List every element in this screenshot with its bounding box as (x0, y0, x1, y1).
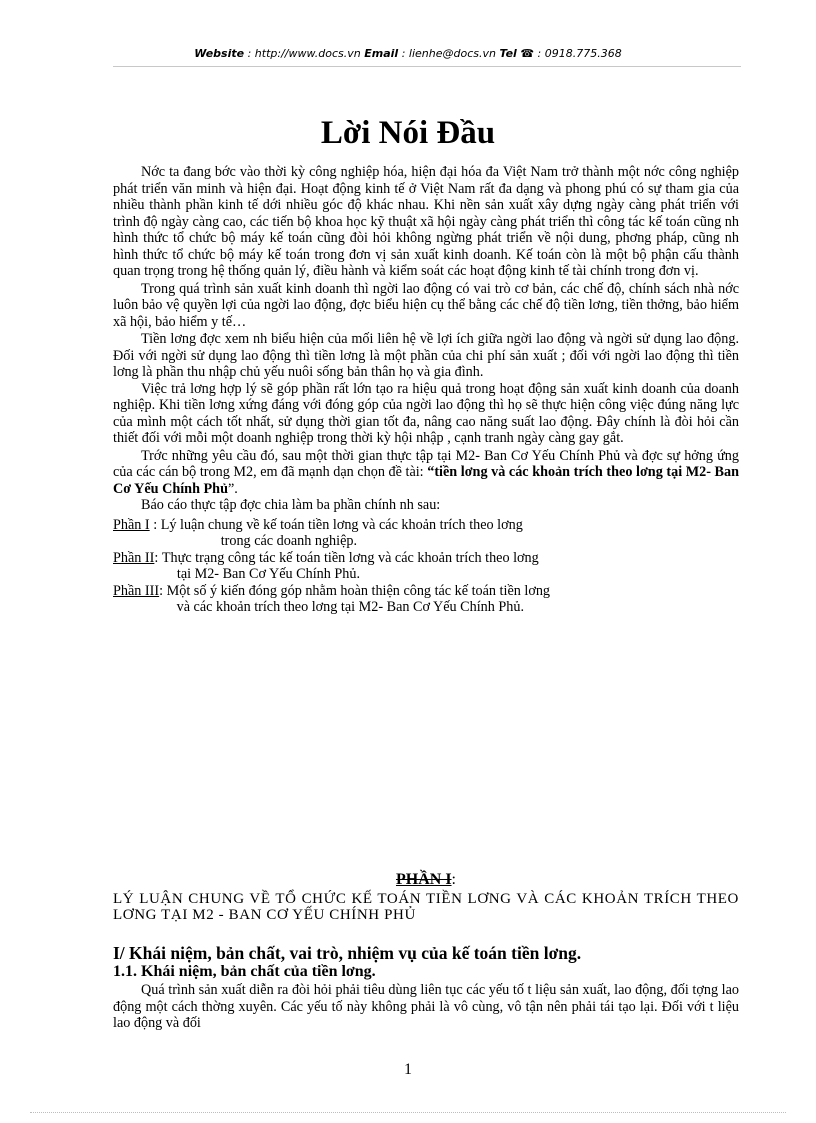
part-text (167, 583, 739, 616)
list-item (113, 517, 739, 550)
section-body (113, 982, 739, 1032)
section-subtitle: LÝ LUẬN CHUNG VỀ TỔ CHỨC KẾ TOÁN TIỀN LƠNG VÀ CÁC KHOẢN TRÍCH THEO LƠNG TẠI M2 - BAN CƠ YẾU CHÍNH PHỦ (113, 891, 739, 923)
topic-title: “tiền lơng và các khoản trích theo lơng tại M2- Ban Cơ Yếu Chính Phủ (113, 464, 739, 497)
page-number: 1 (404, 1061, 412, 1078)
list-item (113, 583, 739, 616)
email-label: Email (364, 47, 399, 60)
section-heading (113, 871, 739, 923)
footer-divider (30, 1112, 786, 1113)
parts-list (113, 517, 739, 616)
part-sep: : (159, 582, 167, 599)
phone-icon: ☎ (520, 47, 535, 60)
part-line1: Lý luận chung về kế toán tiền lơng và các khoản trích theo lơng (160, 516, 523, 533)
paragraph: Việc trả lơng hợp lý sẽ góp phần rất lớn tạo ra hiệu quả trong hoạt động sản xuất kinh doanh của doanh nghiệp. Khi tiền lơng xứng đáng với đóng góp của ngời lao động thì họ sẽ thực hiện công việc đúng năng lực của mình một cách tốt nhất, sử dụng thời gian tốt đa, nâng cao năng suất lao động. Đây chính là đòi hỏi cần thiết đối với mỗi một doanh nghiệp trong thời kỳ hội nhập , cạnh tranh ngày càng gay gắt. (113, 380, 739, 446)
part-text (161, 517, 739, 550)
part-line1: Thực trạng công tác kế toán tiền lơng và các khoản trích theo lơng (161, 549, 539, 566)
page-header (0, 47, 816, 60)
email-value: : lienhe@docs.vn (401, 47, 496, 60)
part-sep: : (149, 516, 161, 533)
part-line2: và các khoản trích theo lơng tại M2- Ban Cơ Yếu Chính Phủ. (176, 599, 525, 615)
part-label: Phần III (113, 582, 160, 599)
section-label: PHẦN I (395, 871, 452, 888)
topic-paragraph (113, 448, 739, 498)
report-intro: Báo cáo thực tập đợc chia làm ba phần chính nh sau: (141, 497, 441, 513)
part-line1: Một số ý kiến đóng góp nhằm hoàn thiện công tác kế toán tiền lơng (166, 582, 551, 599)
heading-level-2: 1.1. Khái niệm, bản chất của tiền lơng. (113, 963, 376, 980)
header-divider (113, 66, 741, 67)
paragraph: Quá trình sản xuất diễn ra đòi hỏi phải tiêu dùng liên tục các yếu tố t liệu sản xuất, lao động, đối tợng lao động một cách thờng xuyên. Các yếu tố này không phải là vô cùng, vô tận nên phải tái tạo lại. Đối với t liệu lao động và đối (113, 982, 739, 1031)
website-value: : http://www.docs.vn (247, 47, 361, 60)
topic-tail: ”. (227, 480, 238, 497)
part-line2: trong các doanh nghiệp. (220, 533, 358, 549)
paragraph: Tiền lơng đợc xem nh biểu hiện của mối liên hệ về lợi ích giữa ngời lao động và ngời sử dụng lao động. Đối với ngời sử dụng lao động thì tiền lơng là một phần của chi phí sản xuất ; đối với ngời lao động thì tiền lơng là phần thu nhập chủ yếu nuôi sống bản thân họ và gia đình. (113, 331, 739, 380)
tel-label: Tel (499, 47, 517, 60)
heading-level-1: I/ Khái niệm, bản chất, vai trò, nhiệm vụ của kế toán tiền lơng. (113, 943, 582, 963)
topic-lead: Trớc những yêu cầu đó, sau một thời gian thực tập tại M2- Ban Cơ Yếu Chính Phủ và đợc sự hởng ứng của các cán bộ trong M2, em đã mạnh dạn chọn đề tài: (113, 447, 739, 480)
document-title: Lời Nói Đầu (320, 115, 496, 151)
part-sep: : (154, 549, 162, 566)
part-line2: tại M2- Ban Cơ Yếu Chính Phủ. (176, 566, 361, 582)
list-item (113, 550, 739, 583)
website-label: Website (194, 47, 245, 60)
foreword-body (113, 164, 739, 616)
part-text (162, 550, 739, 583)
part-label: Phần I (113, 516, 150, 533)
part-label: Phần II (113, 549, 155, 566)
paragraph: Nớc ta đang bớc vào thời kỳ công nghiệp hóa, hiện đại hóa đa Việt Nam trở thành một nớc công nghiệp phát triển văn minh và hiện đại. Hoạt động kinh tế ở Việt Nam rất đa dạng và phong phú có sự tham gia của nhiều thành phần kinh tế dới nhiều góc độ khác nhau. Khi nền sản xuất xây dựng ngày càng phát triển với trình độ ngày càng cao, các tiến bộ khoa học kỹ thuật xã hội ngày càng phát triển thì công tác kế toán cũng nh hình thức tổ chức bộ máy kế toán cũng đòi hỏi không ngừng phát triển về nội dung, phơng pháp, cũng nh hình thức tổ chức bộ máy kế toán trong đơn vị sản xuất kinh doanh. Kế toán còn là một bộ phận cấu thành quan trọng trong hệ thống quản lý, điều hành và kiểm soát các hoạt động kinh tế tài chính trong đơn vị. (113, 164, 739, 279)
paragraph: Trong quá trình sản xuất kinh doanh thì ngời lao động có vai trò cơ bản, các chế độ, chính sách nhà nớc luôn bảo vệ quyền lợi của ngời lao động, đợc biểu hiện cụ thể bằng các chế độ tiền lơng, tiền thởng, bảo hiểm xã hội, bảo hiểm y tế… (113, 280, 739, 330)
tel-value: : 0918.775.368 (537, 47, 622, 60)
section-colon: : (451, 871, 456, 888)
